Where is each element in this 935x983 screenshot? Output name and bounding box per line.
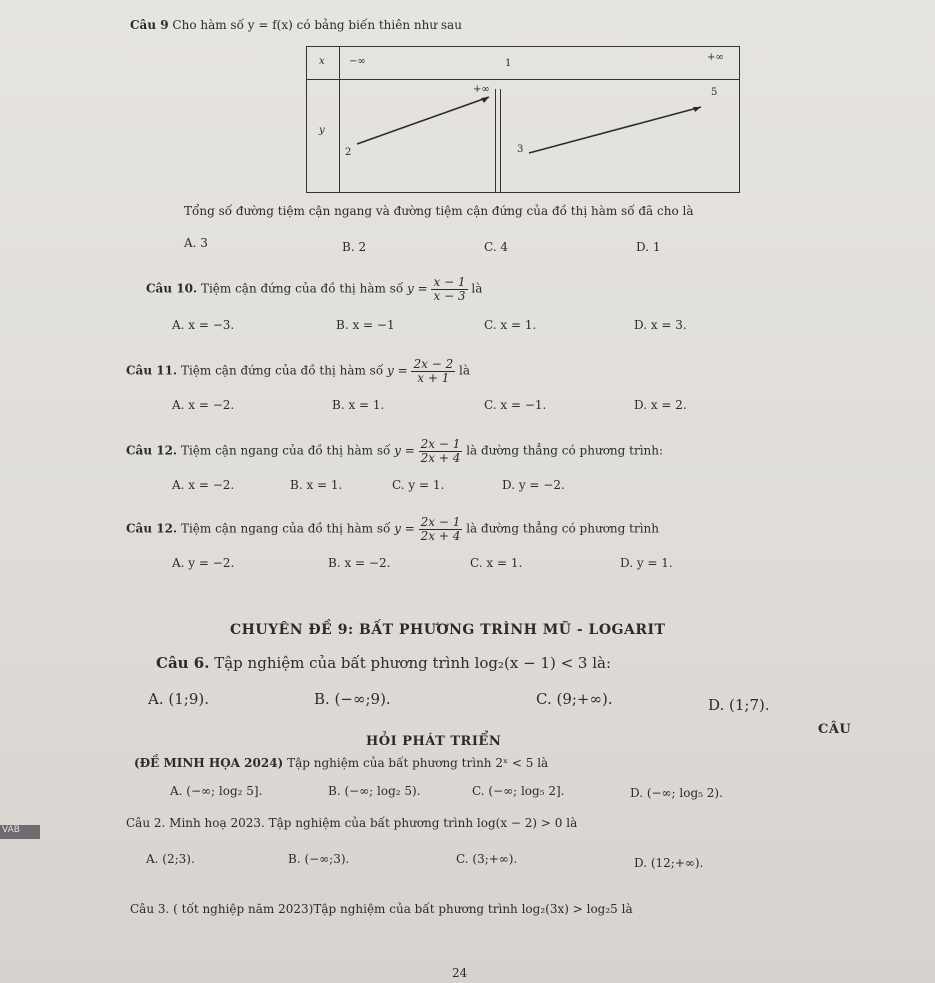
minh-hoa-2024-text: Tập nghiệm của bất phương trình 2ˣ < 5 là [287,756,549,770]
q9-option-d: D. 1 [636,240,661,254]
q10-text: Tiệm cận đứng của đồ thị hàm số [200,281,404,296]
q2-text: Minh hoạ 2023. Tập nghiệm của bất phương trình log(x − 2) > 0 là [169,816,578,830]
q6-label: Câu 6. [156,654,210,672]
q11-option-d: D. x = 2. [634,398,687,412]
table-x-neg-inf: −∞ [349,56,366,67]
q12b-numerator: 2x − 1 [420,515,461,529]
q2-label: Câu 2. [126,816,166,830]
minh-hoa-2024-option-d: D. (−∞; log₅ 2). [630,786,723,800]
q11-fn-lhs: y = [387,363,408,378]
table-x-label: x [319,56,325,67]
q10-text-after: là [471,281,483,296]
q3-prompt [130,902,633,916]
q3-label: Câu 3. [130,902,170,916]
q12b-denominator: 2x + 4 [420,528,461,543]
table-x-mid: 1 [505,58,512,69]
q12a-fn-lhs: y = [394,443,415,458]
margin-tag-text: VAB [2,825,20,835]
table-y-left-start: 2 [345,147,352,158]
minh-hoa-2024-label: (ĐỀ MINH HỌA 2024) [134,756,284,770]
q6-option-d: D. (1;7). [708,696,770,714]
q6-prompt [156,654,611,672]
minh-hoa-2024-option-b: B. (−∞; log₂ 5). [328,784,421,798]
q10-option-c: C. x = 1. [484,318,537,332]
q12a-fraction [419,438,463,464]
q10-label: Câu 10. [146,281,198,296]
q12a-option-d: D. y = −2. [502,478,565,492]
page-number: 24 [452,966,468,980]
variation-table [306,46,740,193]
q12a-text-after: là đường thẳng có phương trình: [466,443,664,458]
section-title: HỎI PHÁT TRIỂN [366,734,502,749]
q2-option-d: D. (12;+∞). [634,856,704,870]
q11-text: Tiệm cận đứng của đồ thị hàm số [180,363,384,378]
margin-tag [0,825,40,839]
q10-denominator: x − 3 [433,288,466,303]
q9-text: Cho hàm số y = f(x) có bảng biến thiên như sau [172,18,462,32]
minh-hoa-2024-option-c: C. (−∞; log₅ 2]. [472,784,565,798]
q6-option-a: A. (1;9). [148,690,209,708]
q10-fraction [431,276,467,302]
q12a-label: Câu 12. [126,443,178,458]
q12a-option-a: A. x = −2. [172,478,235,492]
q2-option-a: A. (2;3). [146,852,195,866]
q12b-text: Tiệm cận ngang của đồ thị hàm số [180,521,391,536]
q11-numerator: 2x − 2 [413,357,454,371]
q11-prompt [126,358,470,384]
q11-denominator: x + 1 [417,370,450,385]
table-y-label: y [319,125,325,136]
table-y-left-end: +∞ [473,84,490,95]
q9-label: Câu 9 [130,18,169,32]
table-arrows [307,47,739,192]
q9-prompt [130,18,462,32]
q11-option-b: B. x = 1. [332,398,385,412]
q10-prompt [146,276,482,302]
q9-option-b: B. 2 [342,240,367,254]
q10-option-d: D. x = 3. [634,318,687,332]
q11-option-c: C. x = −1. [484,398,547,412]
q6-option-b: B. (−∞;9). [314,690,391,708]
q11-option-a: A. x = −2. [172,398,235,412]
q12b-fn-lhs: y = [394,521,415,536]
q12b-prompt [126,516,659,542]
q11-fraction [411,358,455,384]
minh-hoa-2024-prompt [134,756,548,770]
q12a-text: Tiệm cận ngang của đồ thị hàm số [180,443,391,458]
q10-option-b: B. x = −1 [336,318,395,332]
q2-option-c: C. (3;+∞). [456,852,518,866]
side-label: CÂU [818,722,852,737]
q12a-option-b: B. x = 1. [290,478,343,492]
q3-text: ( tốt nghiệp năm 2023)Tập nghiệm của bất phương trình log₂(3x) > log₂5 là [173,902,633,916]
q9-option-a: A. 3 [184,236,208,250]
q11-text-after: là [459,363,471,378]
q12b-option-b: B. x = −2. [328,556,391,570]
q12a-denominator: 2x + 4 [420,450,461,465]
q12b-option-d: D. y = 1. [620,556,673,570]
q10-option-a: A. x = −3. [172,318,235,332]
q2-option-b: B. (−∞;3). [288,852,350,866]
minh-hoa-2024-option-a: A. (−∞; log₂ 5]. [170,784,263,798]
chapter-title: CHUYÊN ĐỀ 9: BẤT PHƯƠNG TRÌNH MŨ - LOGARIT [230,622,666,638]
q10-fn-lhs: y = [407,281,428,296]
table-x-pos-inf: +∞ [707,52,724,63]
q12a-prompt [126,438,663,464]
q11-label: Câu 11. [126,363,178,378]
q12b-fraction [419,516,463,542]
q6-text: Tập nghiệm của bất phương trình log₂(x − 1) < 3 là: [214,654,612,672]
q12a-option-c: C. y = 1. [392,478,445,492]
q12b-option-a: A. y = −2. [172,556,235,570]
q6-option-c: C. (9;+∞). [536,690,613,708]
q12b-label: Câu 12. [126,521,178,536]
q12b-text-after: là đường thẳng có phương trình [466,521,659,536]
q12a-numerator: 2x − 1 [420,437,461,451]
q10-numerator: x − 1 [433,275,466,289]
q9-question: Tổng số đường tiệm cận ngang và đường tiệm cận đứng của đồ thị hàm số đã cho là [184,204,694,218]
q9-option-c: C. 4 [484,240,509,254]
q12b-option-c: C. x = 1. [470,556,523,570]
table-y-right-start: 3 [517,144,524,155]
q2-prompt [126,816,577,830]
table-y-right-end: 5 [711,87,718,98]
